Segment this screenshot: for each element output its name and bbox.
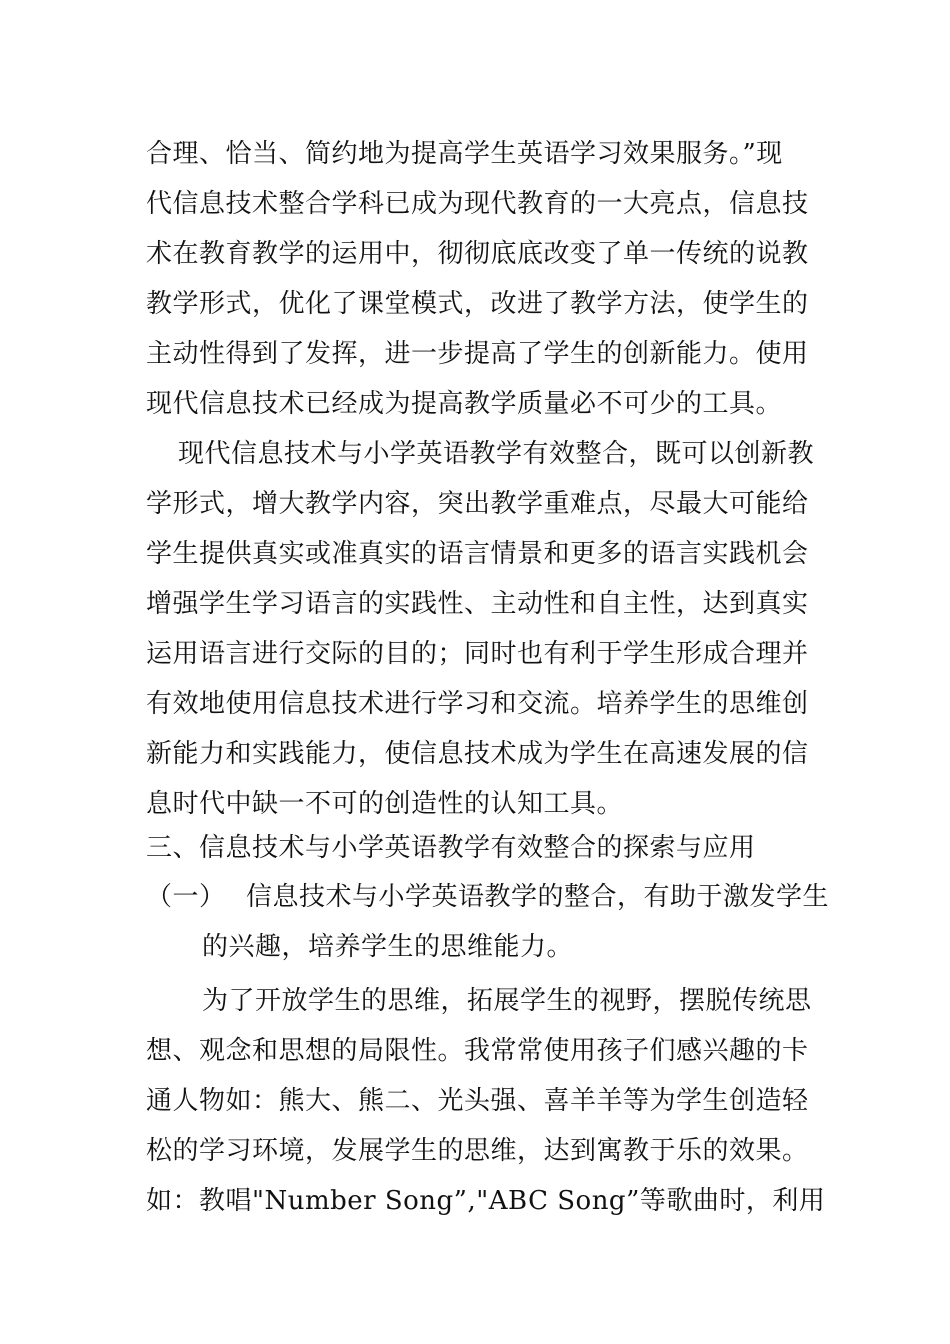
paragraph-line: 学生提供真实或准真实的语言情景和更多的语言实践机会 bbox=[146, 539, 809, 569]
paragraph-line: 现代信息技术已经成为提高教学质量必不可少的工具。 bbox=[146, 389, 783, 419]
subsection-title-continued: 的兴趣，培养学生的思维能力。 bbox=[202, 932, 574, 962]
paragraph-line: 有效地使用信息技术进行学习和交流。培养学生的思维创 bbox=[146, 689, 809, 719]
subsection-number: （一） bbox=[146, 882, 226, 912]
paragraph-line: 运用语言进行交际的目的；同时也有利于学生形成合理并 bbox=[146, 639, 809, 669]
paragraph-line: 学形式，增大教学内容，突出教学重难点，尽最大可能给 bbox=[146, 489, 809, 519]
paragraph-line: 想、观念和思想的局限性。我常常使用孩子们感兴趣的卡 bbox=[146, 1036, 809, 1066]
paragraph-line: 代信息技术整合学科已成为现代教育的一大亮点，信息技 bbox=[146, 189, 809, 219]
paragraph-line: 主动性得到了发挥，进一步提高了学生的创新能力。使用 bbox=[146, 339, 809, 369]
paragraph-line: 术在教育教学的运用中，彻彻底底改变了单一传统的说教 bbox=[146, 239, 809, 269]
paragraph-line: 合理、恰当、简约地为提高学生英语学习效果服务。”现 bbox=[146, 139, 783, 169]
paragraph-line: 现代信息技术与小学英语教学有效整合，既可以创新教 bbox=[178, 439, 815, 469]
subsection-heading bbox=[0, 880, 950, 914]
paragraph-line: 增强学生学习语言的实践性、主动性和自主性，达到真实 bbox=[146, 589, 809, 619]
paragraph-line: 如：教唱"Number Song”,"ABC Song”等歌曲时，利用 bbox=[146, 1186, 826, 1216]
paragraph-line: 息时代中缺一不可的创造性的认知工具。 bbox=[146, 789, 624, 819]
paragraph-line: 松的学习环境，发展学生的思维，达到寓教于乐的效果。 bbox=[146, 1136, 809, 1166]
paragraph-line: 通人物如：熊大、熊二、光头强、喜羊羊等为学生创造轻 bbox=[146, 1086, 809, 1116]
section-heading: 三、信息技术与小学英语教学有效整合的探索与应用 bbox=[146, 833, 756, 863]
paragraph-line: 为了开放学生的思维，拓展学生的视野，摆脱传统思 bbox=[202, 986, 812, 1016]
paragraph-line: 新能力和实践能力，使信息技术成为学生在高速发展的信 bbox=[146, 739, 809, 769]
paragraph-line: 教学形式，优化了课堂模式，改进了教学方法，使学生的 bbox=[146, 289, 809, 319]
subsection-title: 信息技术与小学英语教学的整合，有助于激发学生 bbox=[246, 882, 830, 912]
